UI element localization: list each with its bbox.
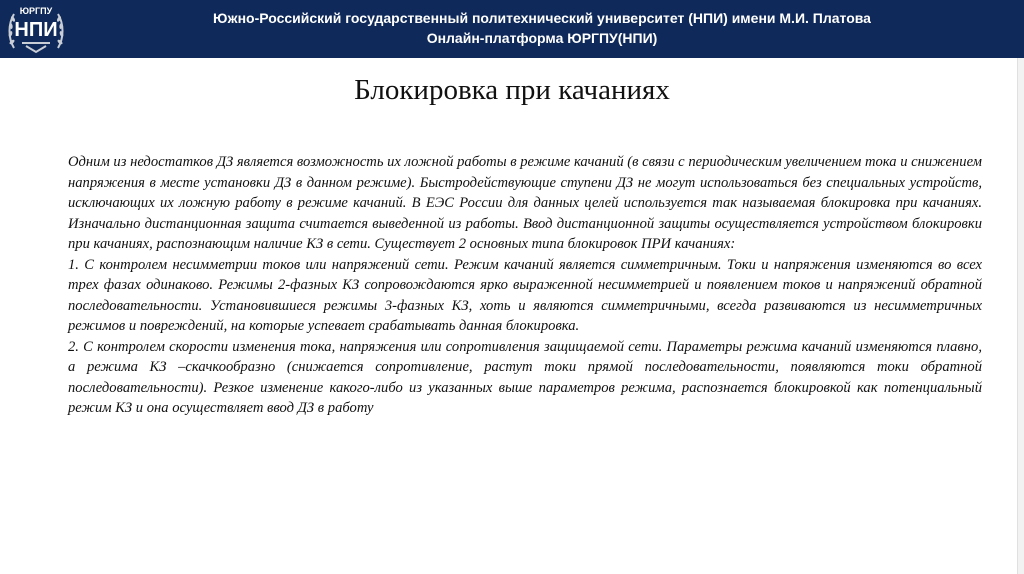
svg-text:НПИ: НПИ: [14, 19, 58, 41]
paragraph-intro: Одним из недостатков ДЗ является возможность их ложной работы в режиме качаний (в связи с периодическим увеличением тока и снижением напряжения в месте установки ДЗ в данном режиме). Быстродействующие ступени ДЗ не могут использоваться без специальных устройств, исключающих их ложную работу в режиме качаний. В ЕЭС России для данных целей используется так называемая блокировка при качаниях. Изначально дистанционная защита считается выведенной из работы. Ввод дистанционной защиты осуществляется устройством блокировки при качаниях, распознающим наличие КЗ в сети. Существует 2 основных типа блокировок ПРИ качаниях:: [68, 154, 982, 252]
slide-title: Блокировка при качаниях: [354, 74, 670, 106]
university-name: Южно-Российский государственный политехнический университет (НПИ) имени М.И. Платова: [213, 10, 871, 26]
slide-body: [68, 152, 982, 419]
svg-text:ЮРГПУ: ЮРГПУ: [19, 6, 53, 16]
header-bar: [0, 0, 1024, 58]
university-logo-icon: [6, 2, 66, 56]
platform-name: Онлайн-платформа ЮРГПУ(НПИ): [426, 30, 658, 46]
paragraph-type-1: 1. С контролем несимметрии токов или напряжений сети. Режим качаний является симметричным. Токи и напряжения изменяются во всех трех фазах одинаково. Режимы 2-фазных КЗ сопровождаются ярко выраженной несимметрией и появлением токов и напряжений обратной последовательности. Установившиеся режимы 3-фазных КЗ, хоть и являются симметричными, всегда развиваются из несимметричных режимов и повреждений, на которые успевает срабатывать данная блокировка.: [68, 256, 982, 334]
header-text: [80, 8, 1004, 48]
paragraph-type-2: 2. С контролем скорости изменения тока, напряжения или сопротивления защищаемой сети. Параметры режима качаний изменяются плавно, а режима КЗ –скачкообразно (снижается сопротивление, растут токи прямой последовательности, появляются токи обратной последовательности). Резкое изменение какого-либо из указанных выше параметров режима, распознается блокировкой как потенциальный режим КЗ и она осуществляет ввод ДЗ в работу: [68, 338, 982, 416]
right-edge-strip: [1017, 58, 1024, 574]
